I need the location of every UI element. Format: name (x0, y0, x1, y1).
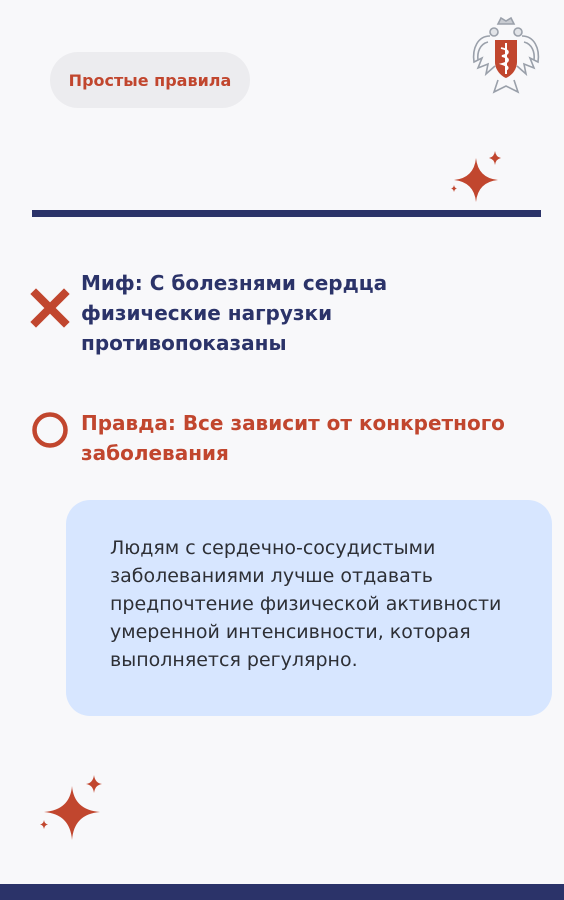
truth-text: Правда: Все зависит от конкретного заболевания (81, 411, 505, 465)
myth-statement (30, 268, 461, 358)
sparkle-icon (446, 148, 506, 204)
emblem-icon (468, 14, 544, 98)
truth-statement (30, 408, 531, 468)
cross-icon (30, 288, 70, 328)
circle-icon (30, 410, 70, 450)
divider (32, 210, 541, 217)
myth-text: Миф: С болезнями сердца физические нагрузки противопоказаны (81, 271, 388, 355)
sparkle-icon (32, 772, 112, 844)
explanation-text: Людям с сердечно-сосудистыми заболеваниями лучше отдавать предпочтение физической активности умеренной интенсивности, которая выполняется регулярно. (110, 537, 502, 671)
footer-bar (0, 884, 564, 900)
explanation-card (66, 500, 552, 716)
category-badge-label: Простые правила (68, 70, 232, 90)
category-badge (50, 52, 250, 108)
